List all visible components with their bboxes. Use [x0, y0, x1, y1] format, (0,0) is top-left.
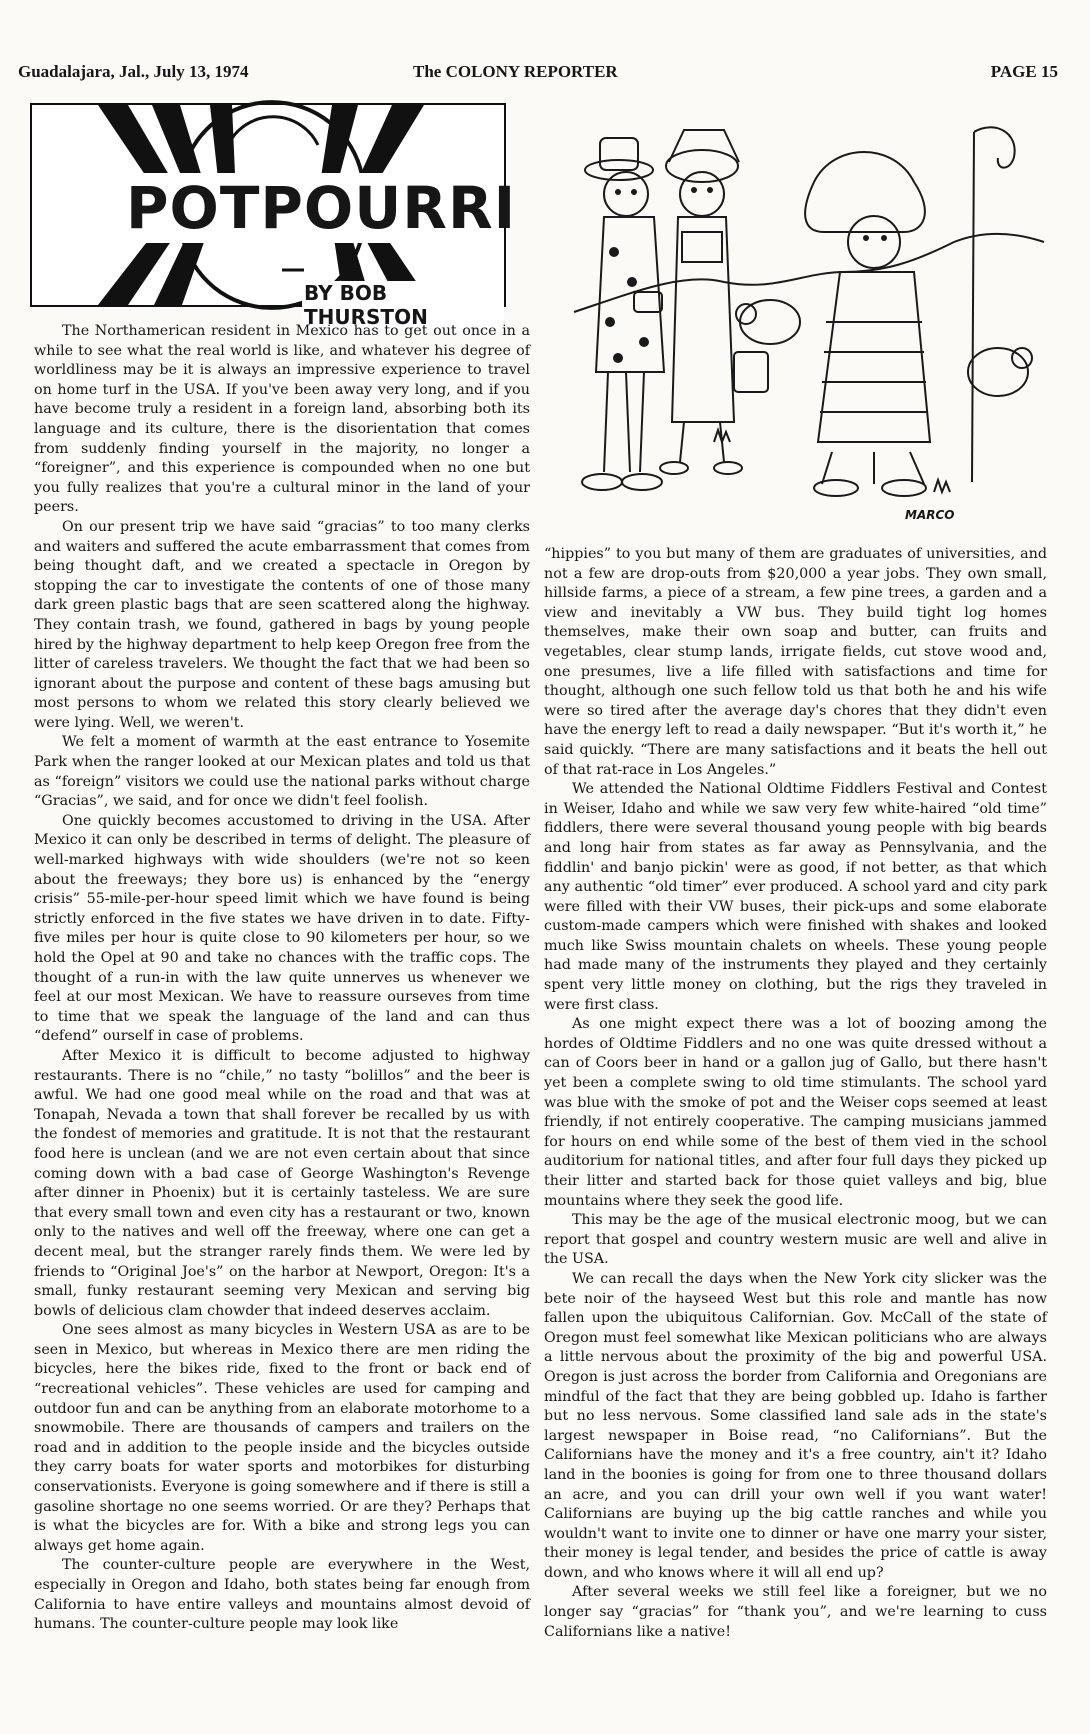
- page-header: [18, 62, 1058, 86]
- article-paragraph: We can recall the days when the New York city slicker was the bete noir of the hayseed West but this role and mantle has now fallen upon the ubiquitous Californian. Gov. McCall of the state of Oregon must feel somewhat like Mexican politicians who are always a little nervous about the proximity of the big and powerful USA. Oregon is just across the border from California and Oregonians are mindful of the fact that they are being gobbled up. Idaho is farther but no less nervous. Some classified land sale ads in the state's largest newspaper in Boise read, “no Californians”. But the Californians have the money and it's a free country, ain't it? Idaho land in the boonies is going for from one to three thousand dollars an acre, and you can drill your own well if you want water! Californians are buying up the big cattle ranches and while you wouldn't want to invite one to dinner or have one marry your sister, their money is legal tender, and besides the price of cattle is away down, and who knows where it will all end up?: [544, 1270, 1047, 1581]
- cartoon-signature: MARCO: [905, 508, 955, 522]
- byline: BY BOB THURSTON: [302, 281, 504, 329]
- article-paragraph: “hippies” to you but many of them are graduates of universities, and not a few are drop-outs from $20,000 a year jobs. They own small, hillside farms, a piece of a stream, a few pine trees, a garden and a view and inevitably a VW bus. They build tight log homes themselves, make their own soap and butter, can fruits and vegetables, clear stump lands, irrigate fields, cut stove wood and, one presumes, live a life filled with satisfactions and time for thought, although one such fellow told us that both he and his wife were so tired after the average day's chores that they didn't even have the energy left to read a daily newspaper. “But it's worth it,” he said quickly. “There are many satisfactions and it beats the hell out of that rat-race in Los Angeles.”: [544, 546, 1047, 778]
- article-paragraph: We felt a moment of warmth at the east entrance to Yosemite Park when the ranger looked at our Mexican plates and told us that as “foreign” visitors we could use the national parks without charge “Gracias”, we said, and for once we didn't feel foolish.: [34, 734, 530, 810]
- column-title: POTPOURRI: [126, 174, 517, 242]
- article-paragraph: This may be the age of the musical electronic moog, but we can report that gospel and country western music are well and alive in the USA.: [544, 1212, 1047, 1268]
- newspaper-name: The COLONY REPORTER: [413, 62, 618, 81]
- article-paragraph: The Northamerican resident in Mexico has to get out once in a while to see what the real world is like, and whatever his degree of worldliness may be it is always an impressive experience to travel on home turf in the USA. If you've been away very long, and if you have become truly a resident in a foreign land, absorbing both its language and its culture, there is the disorientation that comes from suddenly finding yourself in the majority, no longer a “foreigner”, and this experience is compounded when no one but you fully realizes that you're a cultural minor in the land of your peers.: [34, 323, 530, 516]
- article-paragraph: The counter-culture people are everywhere in the West, especially in Oregon and Idaho, both states being far enough from California to have entire valleys and mountains almost devoid of humans. The counter-culture people may look like: [34, 1557, 530, 1633]
- article-paragraph: On our present trip we have said “gracias” to too many clerks and waiters and suffered the acute embarrassment that comes from being thought daft, and we created a spectacle in Oregon by stopping the car to investigate the contents of one of those many dark green plastic bags that are seen scattered along the highway. They contain trash, we found, gathered in bags by young people hired by the highway department to help keep Oregon free from the litter of careless travelers. We thought the fact that we had been so ignorant about the purpose and content of these bags amusing but most persons to whom we related this story clearly believed we were lying. Well, we weren't.: [34, 518, 530, 731]
- potpourri-logo: [30, 103, 517, 329]
- article-paragraph: We attended the National Oldtime Fiddlers Festival and Contest in Weiser, Idaho and while we saw very few white-haired “old time” fiddlers, there were several thousand young people with big beards and long hair from states as far away as Pennsylvania, and the fiddlin' and banjo pickin' were as good, if not better, as that which any authentic “old timer” ever produced. A school yard and city park were filled with their VW buses, their pick-ups and some elaborate custom-made campers which were finished with shakes and looked much like Swiss mountain chalets on wheels. These young people had made many of the instruments they played and they certainly spent very little money on clothing, but the rigs they traveled in were first class.: [544, 781, 1047, 1013]
- cartoon-illustration: [574, 122, 1044, 540]
- article-column-left: [34, 322, 530, 1635]
- article-paragraph: One sees almost as many bicycles in Western USA as are to be seen in Mexico, but whereas in Mexico there are men riding the bicycles, here the bikes ride, fixed to the front or back end of “recreational vehicles”. These vehicles are used for camping and outdoor fun and can be anything from an elaborate motorhome to a snowmobile. There are thousands of campers and trailers on the road and in addition to the people inside and the bicycles outside they carry boats for water sports and motorbikes for disturbing conservationists. Everyone is going somewhere and if there is still a gasoline shortage no one seems worried. Or are they? Perhaps that is what the bicycles are for. With a bike and strong legs you can always get home again.: [34, 1322, 530, 1554]
- article-paragraph: As one might expect there was a lot of boozing among the hordes of Oldtime Fiddlers and no one was quite dressed without a can of Coors beer in hand or a gallon jug of Gallo, but there hasn't yet been a complete swing to old time stimulants. The school yard was blue with the smoke of pot and the Weiser cops seemed at least friendly, if not entirely cooperative. The camping musicians jammed for hours on end while some of the best of them vied in the school auditorium for national titles, and after four full days they picked up their litter and started back for those quiet valleys and big, blue mountains where they seek the good life.: [544, 1016, 1047, 1209]
- page-number: PAGE 15: [990, 62, 1058, 81]
- article-paragraph: After several weeks we still feel like a foreigner, but we no longer say “gracias” for “thank you”, and we're learning to cuss Californians like a native!: [544, 1584, 1047, 1640]
- article-paragraph: One quickly becomes accustomed to driving in the USA. After Mexico it can only be described in terms of delight. The pleasure of well-marked highways with wide shoulders (we're not so keen about the freeways; they bore us) is enhanced by the “energy crisis” 55-mile-per-hour speed limit which we have found is being strictly enforced in the five states we have driven in to date. Fifty-five miles per hour is quite close to 90 kilometers per hour, so we hold the Opel at 90 and take no chances with the traffic cops. The thought of a run-in with the law quite unnerves us whenever we feel at our most Mexican. We have to reassure ourseves from time to time that we speak the language of the land and can thus “defend” ourself in case of problems.: [34, 812, 530, 1045]
- article-paragraph: After Mexico it is difficult to become adjusted to highway restaurants. There is no “chile,” no tasty “bolillos” and the beer is awful. We had one good meal while on the road and that was at Tonapah, Nevada a town that shall forever be recalled by us with the fondest of memories and gratitude. It is not that the restaurant food here is unclean (and we are not even certain about that since coming down with a bad case of George Washington's Revenge after dinner in Phoenix) but it is certainly tasteless. We are sure that every small town and even city has a restaurant or two, known only to the natives and well off the freeway, where one can get a decent meal, but the stranger rarely finds them. We were led by friends to “Original Joe's” on the harbor at Newport, Oregon: It's a small, funky restaurant seeming very Mexican and serving big bowls of delicious clam chowder that indeed deserves acclaim.: [34, 1047, 530, 1319]
- article-column-right: [544, 545, 1047, 1642]
- dateline: Guadalajara, Jal., July 13, 1974: [18, 62, 249, 81]
